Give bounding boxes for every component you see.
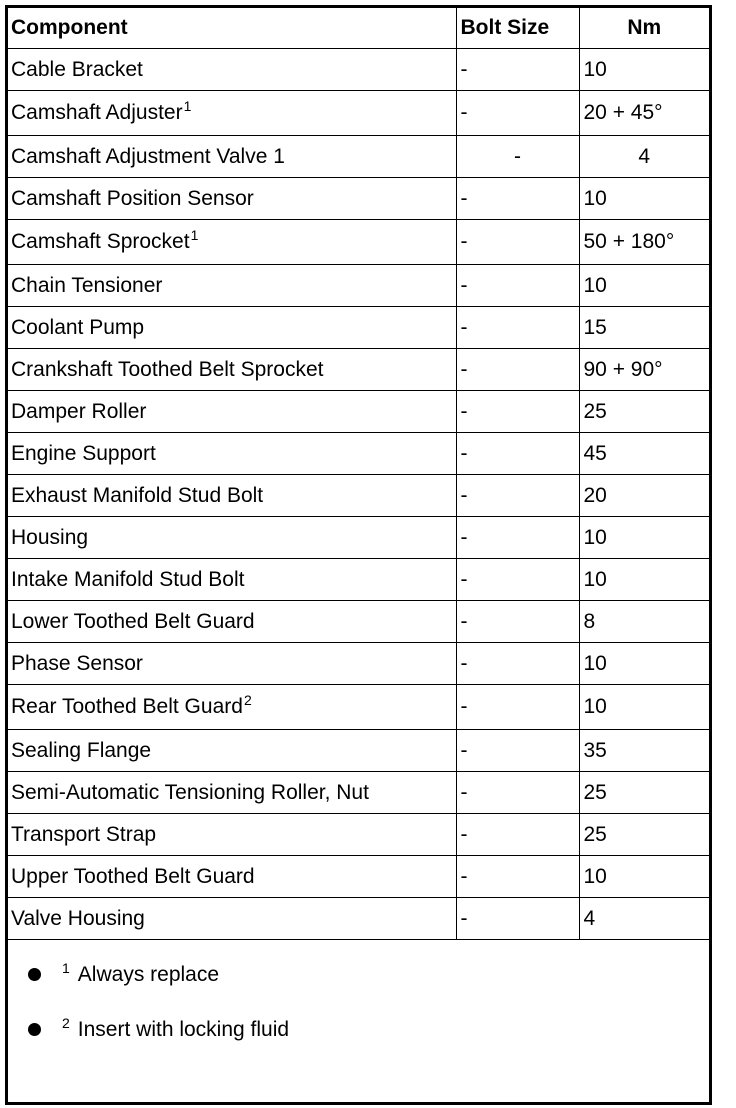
bolt-size-cell: -: [456, 898, 579, 940]
table-row: [8, 391, 709, 433]
table-header-row: [8, 8, 709, 49]
table-row: [8, 814, 709, 856]
component-name: Camshaft Sprocket: [11, 230, 190, 253]
torque-nm-cell: 10: [579, 856, 709, 898]
component-name: Chain Tensioner: [11, 273, 163, 297]
component-name: Semi-Automatic Tensioning Roller, Nut: [11, 780, 369, 804]
component-cell: [8, 517, 456, 559]
table-row: [8, 433, 709, 475]
torque-nm-cell: 45: [579, 433, 709, 475]
component-cell: [8, 730, 456, 772]
component-name: Lower Toothed Belt Guard: [11, 609, 255, 633]
footnote-number: 2: [62, 1015, 70, 1031]
table-row: [8, 643, 709, 685]
footnote-text: Insert with locking fluid: [77, 1018, 290, 1041]
table-row: [8, 856, 709, 898]
component-name: Upper Toothed Belt Guard: [11, 864, 255, 888]
footnote-number: 1: [62, 960, 70, 976]
component-name: Sealing Flange: [11, 738, 152, 762]
table-row: [8, 220, 709, 265]
torque-nm-cell: 4: [579, 136, 709, 178]
footnote-marker: 1: [183, 98, 192, 114]
torque-nm-cell: 50 + 180°: [579, 220, 709, 265]
table-row: [8, 265, 709, 307]
bolt-size-cell: -: [456, 307, 579, 349]
bolt-size-cell: -: [456, 433, 579, 475]
bolt-size-cell: -: [456, 814, 579, 856]
torque-nm-cell: 10: [579, 685, 709, 730]
torque-nm-cell: 25: [579, 772, 709, 814]
component-name: Camshaft Adjustment Valve 1: [11, 144, 285, 168]
bolt-size-cell: -: [456, 685, 579, 730]
bullet-icon: [28, 968, 41, 981]
table-row: [8, 730, 709, 772]
component-name: Cable Bracket: [11, 57, 143, 81]
component-name: Camshaft Adjuster: [11, 101, 183, 124]
header-component: Component: [8, 8, 456, 49]
component-cell: [8, 772, 456, 814]
component-name: Exhaust Manifold Stud Bolt: [11, 483, 264, 507]
component-cell: [8, 178, 456, 220]
bolt-size-cell: -: [456, 136, 579, 178]
component-name: Phase Sensor: [11, 651, 143, 675]
header-nm: Nm: [579, 8, 709, 49]
torque-nm-cell: 10: [579, 643, 709, 685]
component-name: Damper Roller: [11, 399, 147, 423]
component-cell: [8, 91, 456, 136]
bolt-size-cell: -: [456, 391, 579, 433]
bolt-size-cell: -: [456, 517, 579, 559]
torque-nm-cell: 25: [579, 814, 709, 856]
torque-table: [8, 8, 709, 940]
component-name: Housing: [11, 525, 89, 549]
table-row: [8, 178, 709, 220]
component-cell: [8, 814, 456, 856]
bolt-size-cell: -: [456, 730, 579, 772]
component-cell: [8, 391, 456, 433]
component-cell: [8, 898, 456, 940]
component-cell: [8, 265, 456, 307]
table-row: [8, 685, 709, 730]
component-name: Engine Support: [11, 441, 156, 465]
footnote-item: [28, 960, 220, 987]
table-row: [8, 349, 709, 391]
table-row: [8, 307, 709, 349]
component-cell: [8, 601, 456, 643]
component-cell: [8, 643, 456, 685]
torque-spec-sheet: [5, 5, 712, 1105]
table-row: [8, 559, 709, 601]
table-row: [8, 475, 709, 517]
table-row: [8, 136, 709, 178]
table-row: [8, 898, 709, 940]
table-row: [8, 517, 709, 559]
torque-nm-cell: 35: [579, 730, 709, 772]
torque-nm-cell: 10: [579, 178, 709, 220]
torque-nm-cell: 4: [579, 898, 709, 940]
bolt-size-cell: -: [456, 265, 579, 307]
bolt-size-cell: -: [456, 91, 579, 136]
bolt-size-cell: -: [456, 772, 579, 814]
bolt-size-cell: -: [456, 49, 579, 91]
footnote-text: Always replace: [77, 963, 220, 986]
torque-nm-cell: 10: [579, 49, 709, 91]
table-row: [8, 772, 709, 814]
component-cell: [8, 307, 456, 349]
torque-nm-cell: 90 + 90°: [579, 349, 709, 391]
bolt-size-cell: -: [456, 643, 579, 685]
component-cell: [8, 433, 456, 475]
torque-nm-cell: 10: [579, 559, 709, 601]
bolt-size-cell: -: [456, 601, 579, 643]
bolt-size-cell: -: [456, 178, 579, 220]
component-cell: [8, 220, 456, 265]
torque-nm-cell: 20: [579, 475, 709, 517]
component-cell: [8, 856, 456, 898]
header-bolt-size: Bolt Size: [456, 8, 579, 49]
footnote-marker: 2: [243, 692, 252, 708]
component-name: Crankshaft Toothed Belt Sprocket: [11, 357, 324, 381]
component-cell: [8, 349, 456, 391]
bolt-size-cell: -: [456, 349, 579, 391]
bolt-size-cell: -: [456, 220, 579, 265]
footnote-item: [28, 1015, 290, 1042]
component-name: Rear Toothed Belt Guard: [11, 695, 243, 718]
component-name: Transport Strap: [11, 822, 157, 846]
component-cell: [8, 136, 456, 178]
component-cell: [8, 475, 456, 517]
bolt-size-cell: -: [456, 856, 579, 898]
bolt-size-cell: -: [456, 559, 579, 601]
torque-nm-cell: 20 + 45°: [579, 91, 709, 136]
component-cell: [8, 559, 456, 601]
torque-nm-cell: 10: [579, 265, 709, 307]
footnote-marker: 1: [190, 227, 199, 243]
torque-nm-cell: 10: [579, 517, 709, 559]
table-row: [8, 91, 709, 136]
bolt-size-cell: -: [456, 475, 579, 517]
component-name: Camshaft Position Sensor: [11, 186, 254, 210]
table-row: [8, 49, 709, 91]
component-cell: [8, 49, 456, 91]
torque-nm-cell: 25: [579, 391, 709, 433]
table-row: [8, 601, 709, 643]
torque-nm-cell: 8: [579, 601, 709, 643]
component-name: Intake Manifold Stud Bolt: [11, 567, 245, 591]
component-cell: [8, 685, 456, 730]
bullet-icon: [28, 1023, 41, 1036]
component-name: Valve Housing: [11, 906, 145, 930]
torque-nm-cell: 15: [579, 307, 709, 349]
component-name: Coolant Pump: [11, 315, 145, 339]
